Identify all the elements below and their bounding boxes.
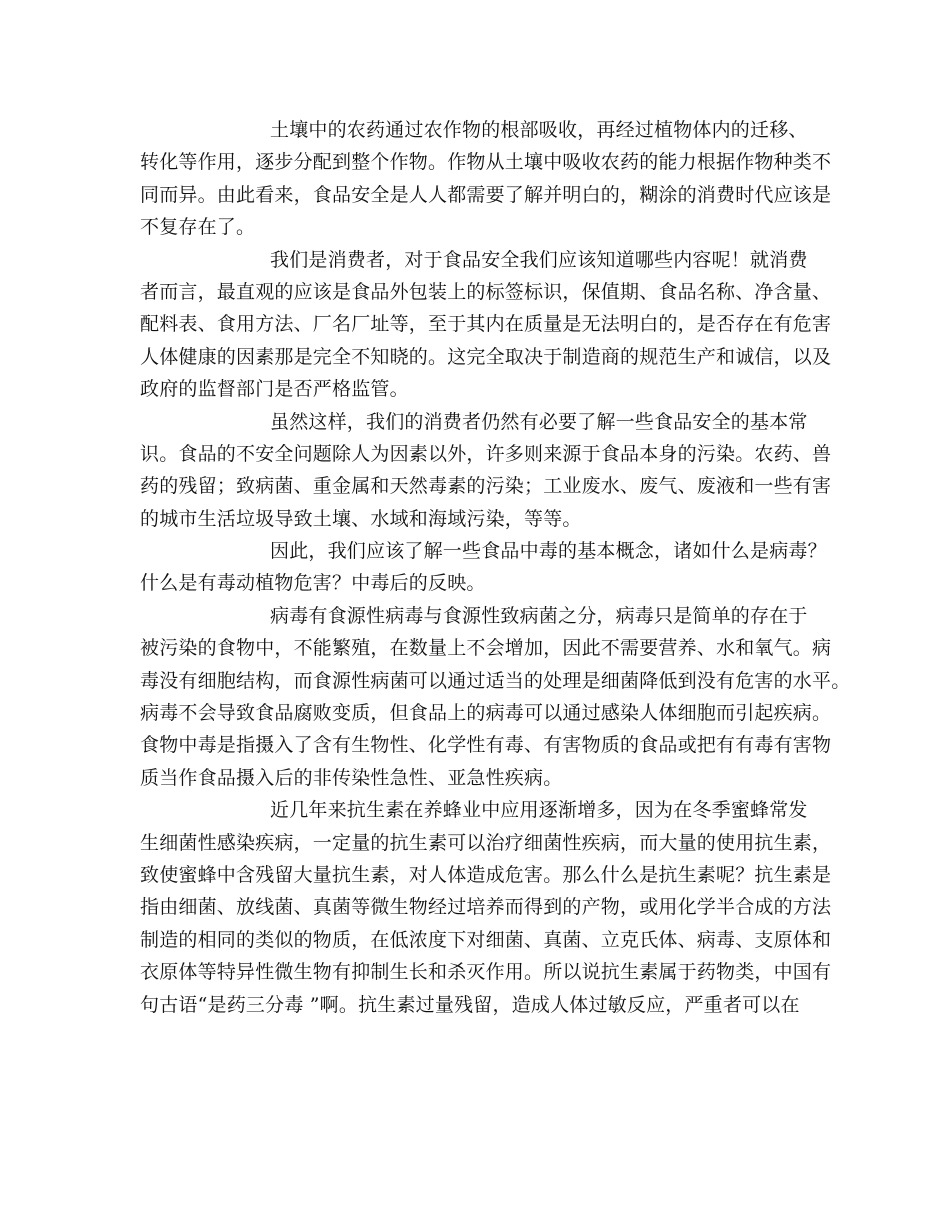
text-line: 被污染的食物中，不能繁殖，在数量上不会增加，因此不需要营养、水和氧气。病 [140, 637, 832, 660]
text-line: 者而言，最直观的应该是食品外包装上的标签标识，保值期、食品名称、净含量、 [140, 280, 832, 303]
text-line: 人体健康的因素那是完全不知晓的。这完全取决于制造商的规范生产和诚信，以及 [140, 345, 832, 368]
text-line: 同而异。由此看来，食品安全是人人都需要了解并明白的，糊涂的消费时代应该是 [140, 183, 832, 206]
text-line: 衣原体等特异性微生物有抑制生长和杀灭作用。所以说抗生素属于药物类，中国有 [140, 961, 832, 984]
text-line: 食物中毒是指摄入了含有生物性、化学性有毒、有害物质的食品或把有有毒有害物 [140, 734, 832, 757]
text-line: 药的残留；致病菌、重金属和天然毒素的污染；工业废水、废气、废液和一些有害 [140, 475, 832, 498]
text-line: 土壤中的农药通过农作物的根部吸收，再经过植物体内的迁移、 [270, 119, 808, 141]
paragraph-virus-pathogens [140, 600, 851, 794]
text-line: 什么是有毒动植物危害？中毒后的反映。 [140, 572, 486, 595]
text-line: 病毒有食源性病毒与食源性致病菌之分，病毒只是简单的存在于 [270, 604, 808, 627]
text-line: 因此，我们应该了解一些食品中毒的基本概念，诸如什么是病毒？ [270, 540, 827, 563]
text-line: 毒没有细胞结构，而食源性病菌可以通过适当的处理是细菌降低到没有危害的水平。 [140, 669, 851, 692]
paragraph-food-safety-basics [140, 406, 832, 536]
text-line: 转化等作用，逐步分配到整个作物。作物从土壤中吸收农药的能力根据作物种类不 [140, 151, 832, 174]
text-line: 虽然这样，我们的消费者仍然有必要了解一些食品安全的基本常 [270, 410, 808, 433]
text-line: 配料表、食用方法、厂名厂址等，至于其内在质量是无法明白的，是否存在有危害 [140, 313, 832, 336]
text-line: 我们是消费者，对于食品安全我们应该知道哪些内容呢！就消费 [270, 248, 808, 271]
text-line: 政府的监督部门是否严格监管。 [140, 378, 409, 401]
text-line: 不复存在了。 [140, 216, 256, 239]
text-line: 质当作食品摄入后的非传染性急性、亚急性疾病。 [140, 766, 563, 789]
text-line: 指由细菌、放线菌、真菌等微生物经过培养而得到的产物，或用化学半合成的方法 [140, 896, 832, 919]
paragraph-consumer-knowledge [140, 244, 832, 406]
text-line: 句古语“是药三分毒 ”啊。抗生素过量残留，造成人体过敏反应，严重者可以在 [140, 993, 800, 1016]
text-line: 病毒不会导致食品腐败变质，但食品上的病毒可以通过感染人体细胞而引起疾病。 [140, 702, 832, 725]
text-line: 致使蜜蜂中含残留大量抗生素，对人体造成危害。那么什么是抗生素呢？抗生素是 [140, 863, 832, 886]
text-line: 制造的相同的类似的物质，在低浓度下对细菌、真菌、立克氏体、病毒、支原体和 [140, 928, 832, 951]
text-line: 的城市生活垃圾导致土壤、水域和海域污染，等等。 [140, 507, 582, 530]
document-body [140, 114, 851, 1021]
text-line: 生细菌性感染疾病，一定量的抗生素可以治疗细菌性疾病，而大量的使用抗生素， [140, 831, 832, 854]
text-line: 近几年来抗生素在养蜂业中应用逐渐增多，因为在冬季蜜蜂常发 [270, 799, 808, 822]
paragraph-poisoning-concepts [140, 535, 827, 600]
text-line: 识。食品的不安全问题除人为因素以外，许多则来源于食品本身的污染。农药、兽 [140, 442, 832, 465]
paragraph-pesticide-absorption [140, 114, 832, 244]
paragraph-antibiotics [140, 794, 832, 1021]
